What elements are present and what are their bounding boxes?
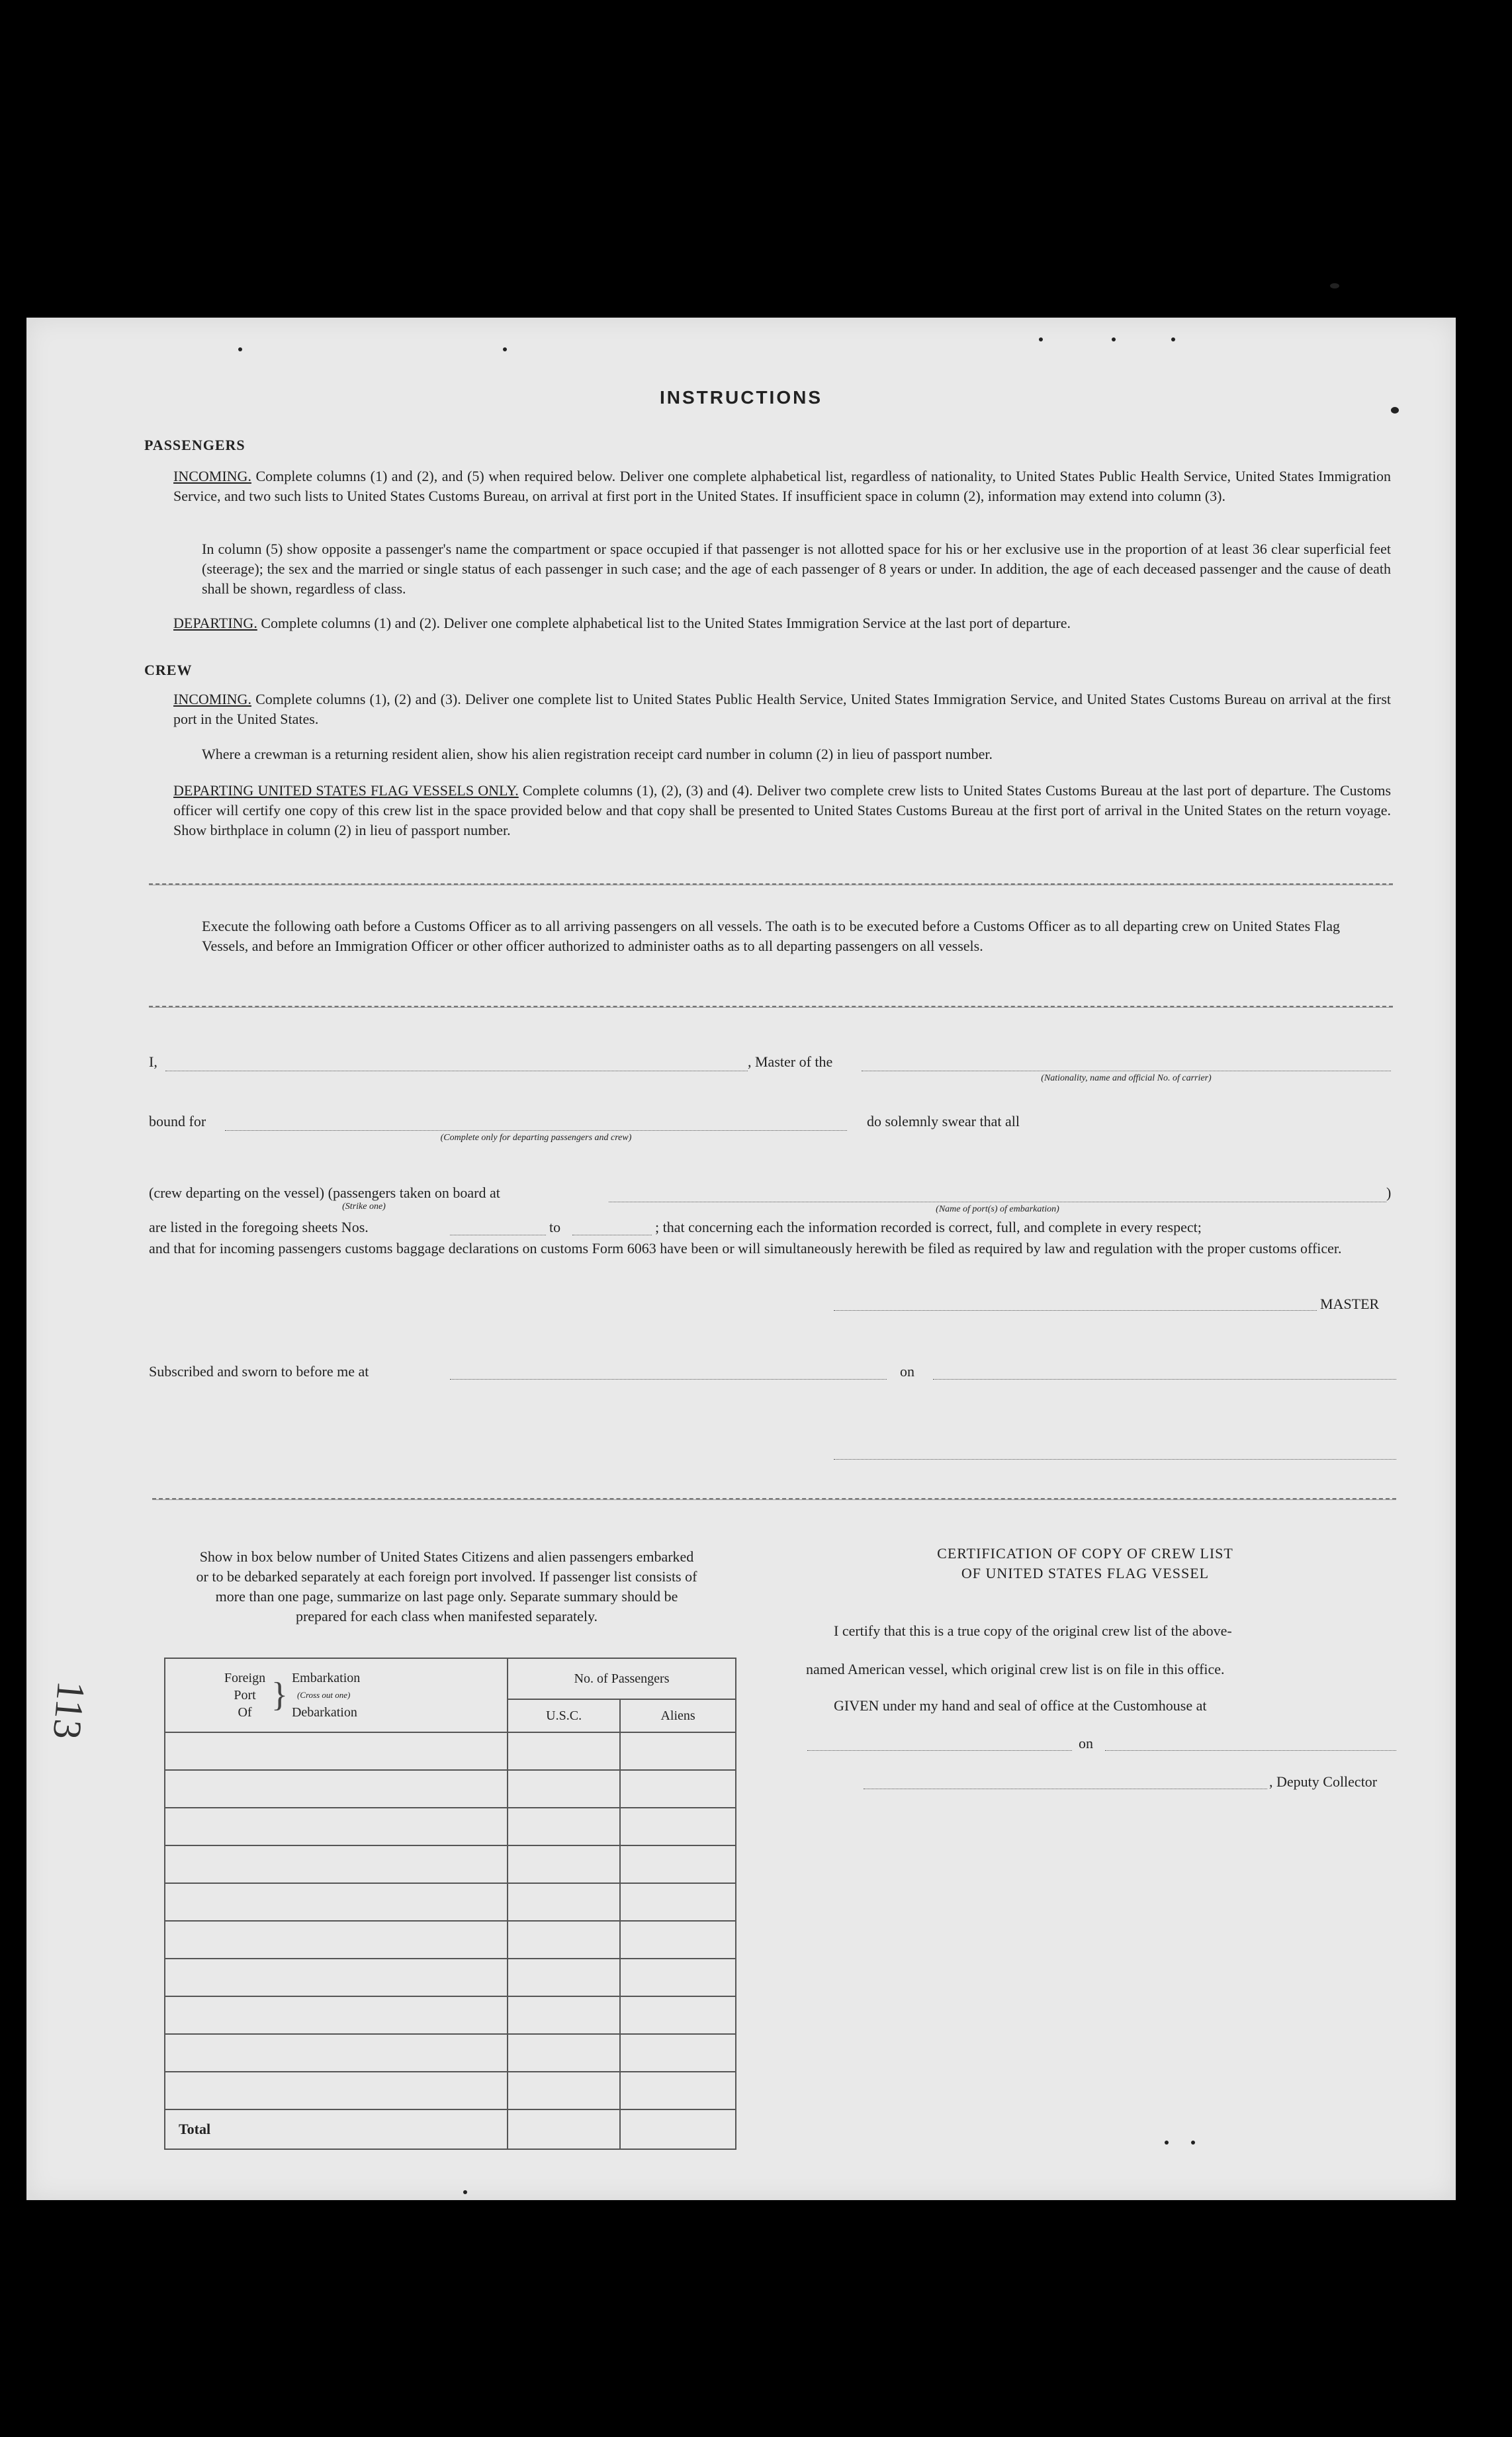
customhouse-field[interactable] xyxy=(807,1750,1072,1751)
aliens-cell[interactable] xyxy=(620,1770,736,1808)
usc-cell[interactable] xyxy=(508,1921,620,1959)
master-of-label: , Master of the xyxy=(748,1053,833,1070)
certify-line3: GIVEN under my hand and seal of office at the Customhouse at xyxy=(834,1697,1207,1714)
crew-departing xyxy=(173,781,1391,840)
aliens-cell[interactable] xyxy=(620,1808,736,1845)
crew-incoming-text: Complete columns (1), (2) and (3). Deliver one complete list to United States Public Health Service, United States Immigration Service, and United States Customs Bureau on arrival at the first port in the United States. xyxy=(173,691,1392,727)
passengers-column5: In column (5) show opposite a passenger's name the compartment or space occupied if that passenger is not allotted space for his or her exclusive use in the proportion of at least 36 clear superficial feet (steerage); the sex and the married or single status of each passenger in such case; and the age of each passenger of 8 years or under. In addition, the age of each deceased passenger and the cause of death shall be shown, regardless of class. xyxy=(202,541,1391,597)
no-passengers-header: No. of Passengers xyxy=(508,1658,736,1699)
table-row xyxy=(165,2034,736,2072)
usc-cell[interactable] xyxy=(508,2034,620,2072)
swear-label: do solemnly swear that all xyxy=(867,1113,1020,1130)
nationality-hint: (Nationality, name and official No. of carrier) xyxy=(1041,1073,1212,1083)
crew-resident-alien: Where a crewman is a returning resident alien, show his alien registration receipt card number in column (2) in lieu of passport number. xyxy=(202,746,993,762)
port-cell[interactable] xyxy=(165,1808,508,1845)
listed-label: are listed in the foregoing sheets Nos. xyxy=(149,1219,369,1235)
aliens-cell[interactable] xyxy=(620,1845,736,1883)
cross-out-hint: (Cross out one) xyxy=(296,1690,351,1700)
table-row xyxy=(165,1959,736,1996)
certify-line1: I certify that this is a true copy of the original crew list of the above- xyxy=(834,1622,1232,1639)
aliens-header: Aliens xyxy=(620,1699,736,1732)
listed-correct: ; that concerning each the information recorded is correct, full, and complete in every respect; xyxy=(655,1219,1202,1235)
passengers-departing-label: DEPARTING. xyxy=(173,615,257,631)
speck xyxy=(1112,337,1116,341)
port-cell[interactable] xyxy=(165,1996,508,2034)
usc-header: U.S.C. xyxy=(508,1699,620,1732)
speck xyxy=(1391,407,1399,414)
aliens-cell[interactable] xyxy=(620,2072,736,2109)
usc-cell[interactable] xyxy=(508,1770,620,1808)
table-row xyxy=(165,1921,736,1959)
certify-date-field[interactable] xyxy=(1105,1750,1396,1751)
usc-cell[interactable] xyxy=(508,1732,620,1770)
usc-cell[interactable] xyxy=(508,2072,620,2109)
port-cell[interactable] xyxy=(165,1732,508,1770)
aliens-cell[interactable] xyxy=(620,1921,736,1959)
passengers-incoming-label: INCOMING. xyxy=(173,468,251,484)
crew-departing-label: (crew departing on the vessel) (passengers taken on board at xyxy=(149,1184,500,1201)
speck xyxy=(503,347,507,351)
document-page xyxy=(26,318,1456,2200)
passenger-summary-table xyxy=(164,1658,736,2150)
aliens-cell[interactable] xyxy=(620,1959,736,1996)
page-title: INSTRUCTIONS xyxy=(660,387,823,408)
subscribed-label: Subscribed and sworn to before me at xyxy=(149,1363,369,1380)
strike-hint: (Strike one) xyxy=(342,1202,386,1212)
crew-departing-label: DEPARTING UNITED STATES FLAG VESSELS ONLY. xyxy=(173,782,519,799)
speck xyxy=(1171,337,1175,341)
foreign-label: Foreign xyxy=(224,1671,266,1685)
crew-heading: CREW xyxy=(144,662,193,678)
debarkation-label: Debarkation xyxy=(291,1705,357,1720)
port-cell[interactable] xyxy=(165,2034,508,2072)
subscribed-place-field[interactable] xyxy=(450,1379,887,1380)
of-label: Of xyxy=(238,1705,252,1720)
divider xyxy=(149,883,1393,885)
speck xyxy=(238,347,242,351)
crew-incoming xyxy=(173,689,1391,729)
table-row xyxy=(165,1732,736,1770)
subscribed-date-field[interactable] xyxy=(933,1379,1396,1380)
passengers-heading: PASSENGERS xyxy=(144,437,245,453)
listed-to: to xyxy=(549,1219,561,1235)
port-header-cell xyxy=(165,1658,508,1732)
passengers-incoming-text: Complete columns (1) and (2), and (5) when required below. Deliver one complete alphabetical list, regardless of nationality, to United States Public Health Service, United States Immigration Service, and two such lists to United States Customs Bureau, on arrival at first port in the United States. If insufficient space in column (2), information may extend into column (3). xyxy=(173,468,1392,504)
port-cell[interactable] xyxy=(165,1883,508,1921)
listed-baggage: and that for incoming passengers customs baggage declarations on customs Form 6063 have been or will simultaneously herewith be filed as required by law and regulation with the proper customs officer. xyxy=(149,1240,1342,1257)
table-row xyxy=(165,1808,736,1845)
port-cell[interactable] xyxy=(165,1921,508,1959)
speck xyxy=(1191,2141,1195,2145)
aliens-cell[interactable] xyxy=(620,1732,736,1770)
master-label: MASTER xyxy=(1320,1296,1380,1312)
port-cell[interactable] xyxy=(165,1770,508,1808)
oath-instruction: Execute the following oath before a Customs Officer as to all arriving passengers on all vessels. The oath is to be executed before a Customs Officer as to all departing crew on United States Flag Vessels, and before an Immigration Officer or other officer authorized to administer oaths as to all departing passengers on all vessels. xyxy=(202,918,1340,954)
speck xyxy=(1165,2141,1169,2145)
aliens-cell[interactable] xyxy=(620,2034,736,2072)
port-cell[interactable] xyxy=(165,1959,508,1996)
usc-cell[interactable] xyxy=(508,1808,620,1845)
embarkation-label: Embarkation xyxy=(291,1671,361,1685)
port-label: Port xyxy=(234,1688,256,1703)
divider xyxy=(152,1498,1396,1500)
table-row xyxy=(165,1883,736,1921)
certify-on: on xyxy=(1079,1735,1093,1751)
table-row xyxy=(165,2072,736,2109)
speck xyxy=(463,2190,467,2194)
speck xyxy=(1039,337,1043,341)
total-usc-cell[interactable] xyxy=(508,2109,620,2149)
port-cell[interactable] xyxy=(165,2072,508,2109)
certify-line2: named American vessel, which original crew list is on file in this office. xyxy=(806,1661,1225,1677)
bound-for-field[interactable] xyxy=(225,1130,847,1131)
close-paren: ) xyxy=(1386,1184,1392,1201)
master-signature-field[interactable] xyxy=(834,1310,1317,1311)
aliens-cell[interactable] xyxy=(620,1996,736,2034)
passengers-incoming xyxy=(173,466,1391,506)
summary-instruction: Show in box below number of United States Citizens and alien passengers embarked or to be debarked separately at each foreign port involved. If passenger list consists of more than one page, summarize on last page only. Separate summary should be prepared for each class when manifested separately. xyxy=(196,1548,697,1624)
officer-signature-field[interactable] xyxy=(834,1459,1396,1460)
crew-departing-text: Complete columns (1), (2), (3) and (4). Deliver two complete crew lists to United States Customs Bureau at the last port of departure. The Customs officer will certify one copy of this crew list in the space provided below and that copy shall be presented to United States Customs Bureau at the first port of arrival in the United States on the return voyage. Show birthplace in column (2) in lieu of passport number. xyxy=(173,782,1392,838)
crew-incoming-label: INCOMING. xyxy=(173,691,251,707)
total-aliens-cell[interactable] xyxy=(620,2109,736,2149)
port-hint: (Name of port(s) of embarkation) xyxy=(936,1204,1059,1214)
deputy-collector-label: , Deputy Collector xyxy=(1269,1773,1378,1790)
brace-icon: } xyxy=(271,1676,288,1714)
table-row xyxy=(165,1770,736,1808)
port-cell[interactable] xyxy=(165,1845,508,1883)
usc-cell[interactable] xyxy=(508,1996,620,2034)
oath-i-label: I, xyxy=(149,1053,157,1070)
passengers-departing-text: Complete columns (1) and (2). Deliver one complete alphabetical list to the United States Immigration Service at the last port of departure. xyxy=(261,615,1071,631)
divider xyxy=(149,1006,1393,1008)
bound-for-label: bound for xyxy=(149,1113,206,1130)
usc-cell[interactable] xyxy=(508,1845,620,1883)
foreign-port-of xyxy=(218,1669,271,1721)
table-row xyxy=(165,1996,736,2034)
certification-title-line1: CERTIFICATION OF COPY OF CREW LIST xyxy=(937,1545,1233,1562)
complete-hint: (Complete only for departing passengers and crew) xyxy=(440,1133,632,1143)
speck xyxy=(1330,283,1339,288)
usc-cell[interactable] xyxy=(508,1959,620,1996)
subscribed-on: on xyxy=(900,1363,914,1380)
total-label: Total xyxy=(165,2109,508,2149)
total-row xyxy=(165,2109,736,2149)
usc-cell[interactable] xyxy=(508,1883,620,1921)
passengers-departing xyxy=(173,613,1391,633)
certification-title xyxy=(781,1544,1390,1583)
aliens-cell[interactable] xyxy=(620,1883,736,1921)
certification-title-line2: OF UNITED STATES FLAG VESSEL xyxy=(961,1565,1210,1581)
margin-handwritten-mark: 113 xyxy=(44,1679,94,1742)
table-row xyxy=(165,1845,736,1883)
